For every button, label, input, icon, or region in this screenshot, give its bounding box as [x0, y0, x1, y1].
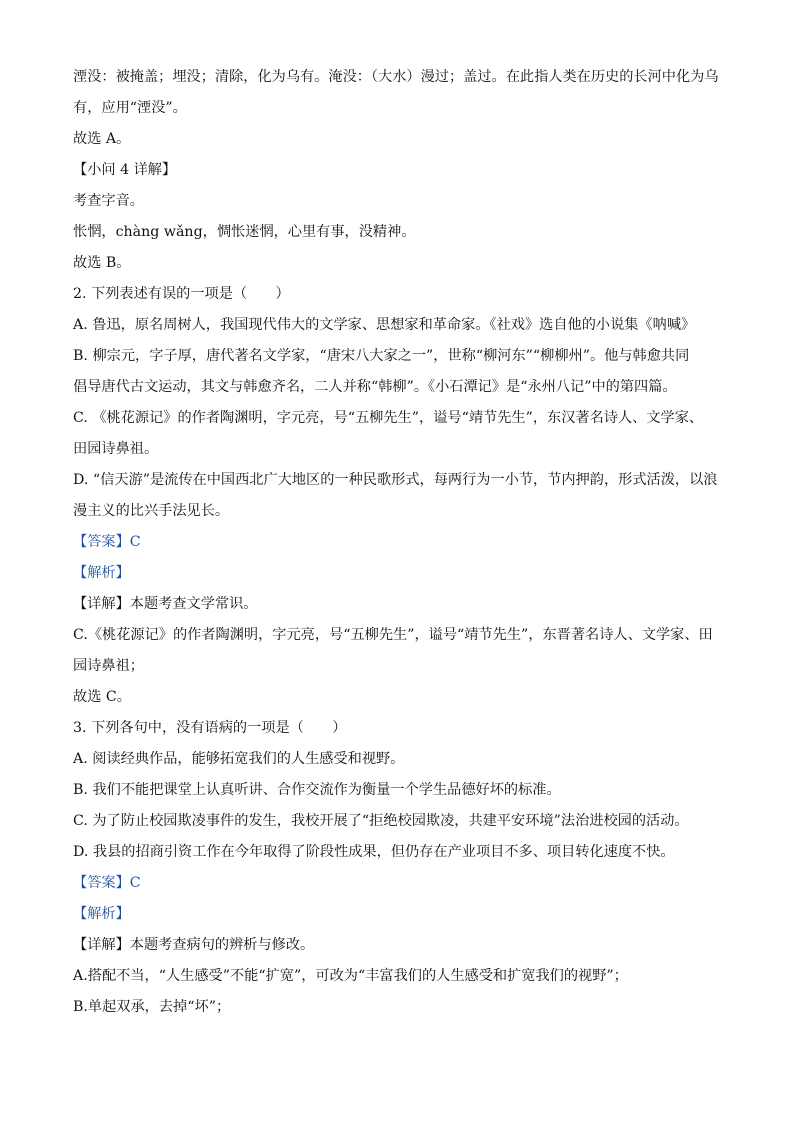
- option-line: D. 我县的招商引资工作在今年取得了阶段性成果，但仍存在产业项目不多、项目转化速度不快。: [73, 844, 675, 860]
- text-line: B.单起双承，去掉“坏”；: [73, 999, 231, 1015]
- analysis-label: 【解析】: [73, 906, 130, 922]
- answer-label: 【答案】C: [73, 875, 141, 891]
- option-line: 田园诗鼻祖。: [73, 441, 159, 457]
- text-line: 园诗鼻祖；: [73, 658, 144, 674]
- option-line: C. 为了防止校园欺凌事件的发生，我校开展了“拒绝校园欺凌，共建平安环境”法治进校园的活动。: [73, 813, 689, 829]
- option-line: A. 阅读经典作品，能够拓宽我们的人生感受和视野。: [73, 751, 405, 767]
- detail-line: 【详解】本题考查病句的辨析与修改。: [73, 937, 315, 953]
- option-line: 倡导唐代古文运动，其文与韩愈齐名，二人并称“韩柳”。《小石潭记》是“永州八记”中的第四篇。: [73, 379, 677, 395]
- option-line: 漫主义的比兴手法见长。: [73, 503, 230, 519]
- text-line: C.《桃花源记》的作者陶渊明，字元亮，号“五柳先生”，谥号“靖节先生”，东晋著名诗人、文学家、田: [73, 627, 713, 643]
- analysis-label: 【解析】: [73, 565, 130, 581]
- option-line: A. 鲁迅，原名周树人，我国现代伟大的文学家、思想家和革命家。《社戏》选自他的小说集《呐喊》: [73, 317, 696, 333]
- text-line: 故选 A。: [73, 131, 131, 147]
- option-line: B. 柳宗元，字子厚，唐代著名文学家，“唐宋八大家之一”，世称“柳河东”“柳柳州”。他与韩愈共同: [73, 348, 690, 364]
- text-line: 故选 B。: [73, 255, 131, 271]
- question-title: 2. 下列表述有误的一项是（ ）: [73, 286, 290, 302]
- option-line: B. 我们不能把课堂上认真听讲、合作交流作为衡量一个学生品德好坏的标准。: [73, 782, 561, 798]
- text-line: 有，应用“湮没”。: [73, 100, 187, 116]
- question-title: 3. 下列各句中，没有语病的一项是（ ）: [73, 720, 347, 736]
- text-line: A.搭配不当，“人生感受”不能“扩宽”，可改为“丰富我们的人生感受和扩宽我们的视野”；: [73, 968, 628, 984]
- section-heading: 【小问 4 详解】: [73, 162, 177, 178]
- text-line: 湮没：被掩盖；埋没；清除，化为乌有。淹没：（大水）漫过；盖过。在此指人类在历史的长河中化为乌: [73, 69, 719, 85]
- option-line: C. 《桃花源记》的作者陶渊明，字元亮，号“五柳先生”，谥号“靖节先生”，东汉著名诗人、文学家、: [73, 410, 704, 426]
- text-line: 考查字音。: [73, 193, 144, 209]
- detail-line: 【详解】本题考查文学常识。: [73, 596, 258, 612]
- document-page: [73, 62, 723, 1023]
- answer-label: 【答案】C: [73, 534, 141, 550]
- text-line: 怅惘，chàng wǎng，惆怅迷惘，心里有事，没精神。: [73, 224, 416, 240]
- text-line: 故选 C。: [73, 689, 131, 705]
- option-line: D. “信天游”是流传在中国西北广大地区的一种民歌形式，每两行为一小节，节内押韵，形式活泼，以浪: [73, 472, 718, 488]
